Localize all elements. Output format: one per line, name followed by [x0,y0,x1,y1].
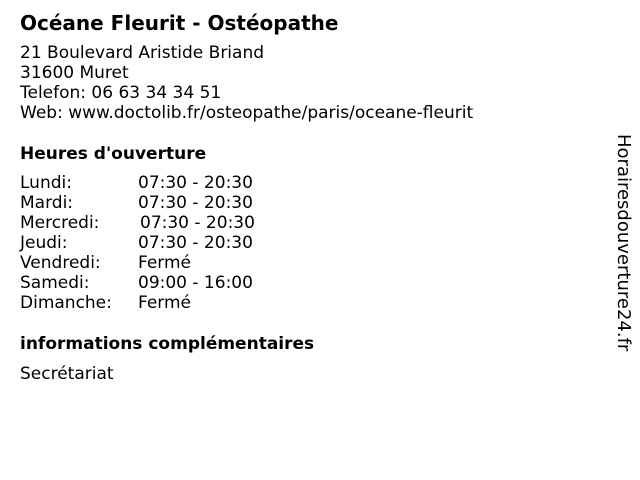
opening-hours-heading: Heures d'ouverture [20,144,207,164]
hours-row-friday [20,253,320,273]
day-hours: 09:00 - 16:00 [138,273,253,293]
opening-hours-table [20,173,320,313]
day-hours: 07:30 - 20:30 [140,213,255,233]
hours-row-thursday [20,233,320,253]
additional-info-heading: informations complémentaires [20,334,315,354]
hours-row-wednesday [20,213,320,233]
watermark-text: Horairesdouverture24.fr [613,134,634,352]
day-hours: 07:30 - 20:30 [138,233,253,253]
day-hours: Fermé [138,293,192,313]
day-label: Jeudi: [20,233,68,253]
day-hours: 07:30 - 20:30 [138,193,253,213]
phone-line: Telefon: 06 63 34 34 51 [20,83,222,103]
business-title: Océane Fleurit - Ostéopathe [20,11,339,35]
day-hours: 07:30 - 20:30 [138,173,253,193]
street-address: 21 Boulevard Aristide Briand [20,43,265,63]
additional-info-text: Secrétariat [20,364,114,384]
day-hours: Fermé [138,253,192,273]
day-label: Mercredi: [20,213,100,233]
city-postal: 31600 Muret [20,63,129,83]
day-label: Samedi: [20,273,90,293]
hours-row-tuesday [20,193,320,213]
day-label: Mardi: [20,193,74,213]
site-watermark [610,134,636,374]
hours-row-saturday [20,273,320,293]
day-label: Lundi: [20,173,72,193]
website-line: Web: www.doctolib.fr/osteopathe/paris/oceane-fleurit [20,103,474,123]
hours-row-monday [20,173,320,193]
hours-row-sunday [20,293,320,313]
contact-block [20,43,473,123]
day-label: Dimanche: [20,293,112,313]
day-label: Vendredi: [20,253,101,273]
